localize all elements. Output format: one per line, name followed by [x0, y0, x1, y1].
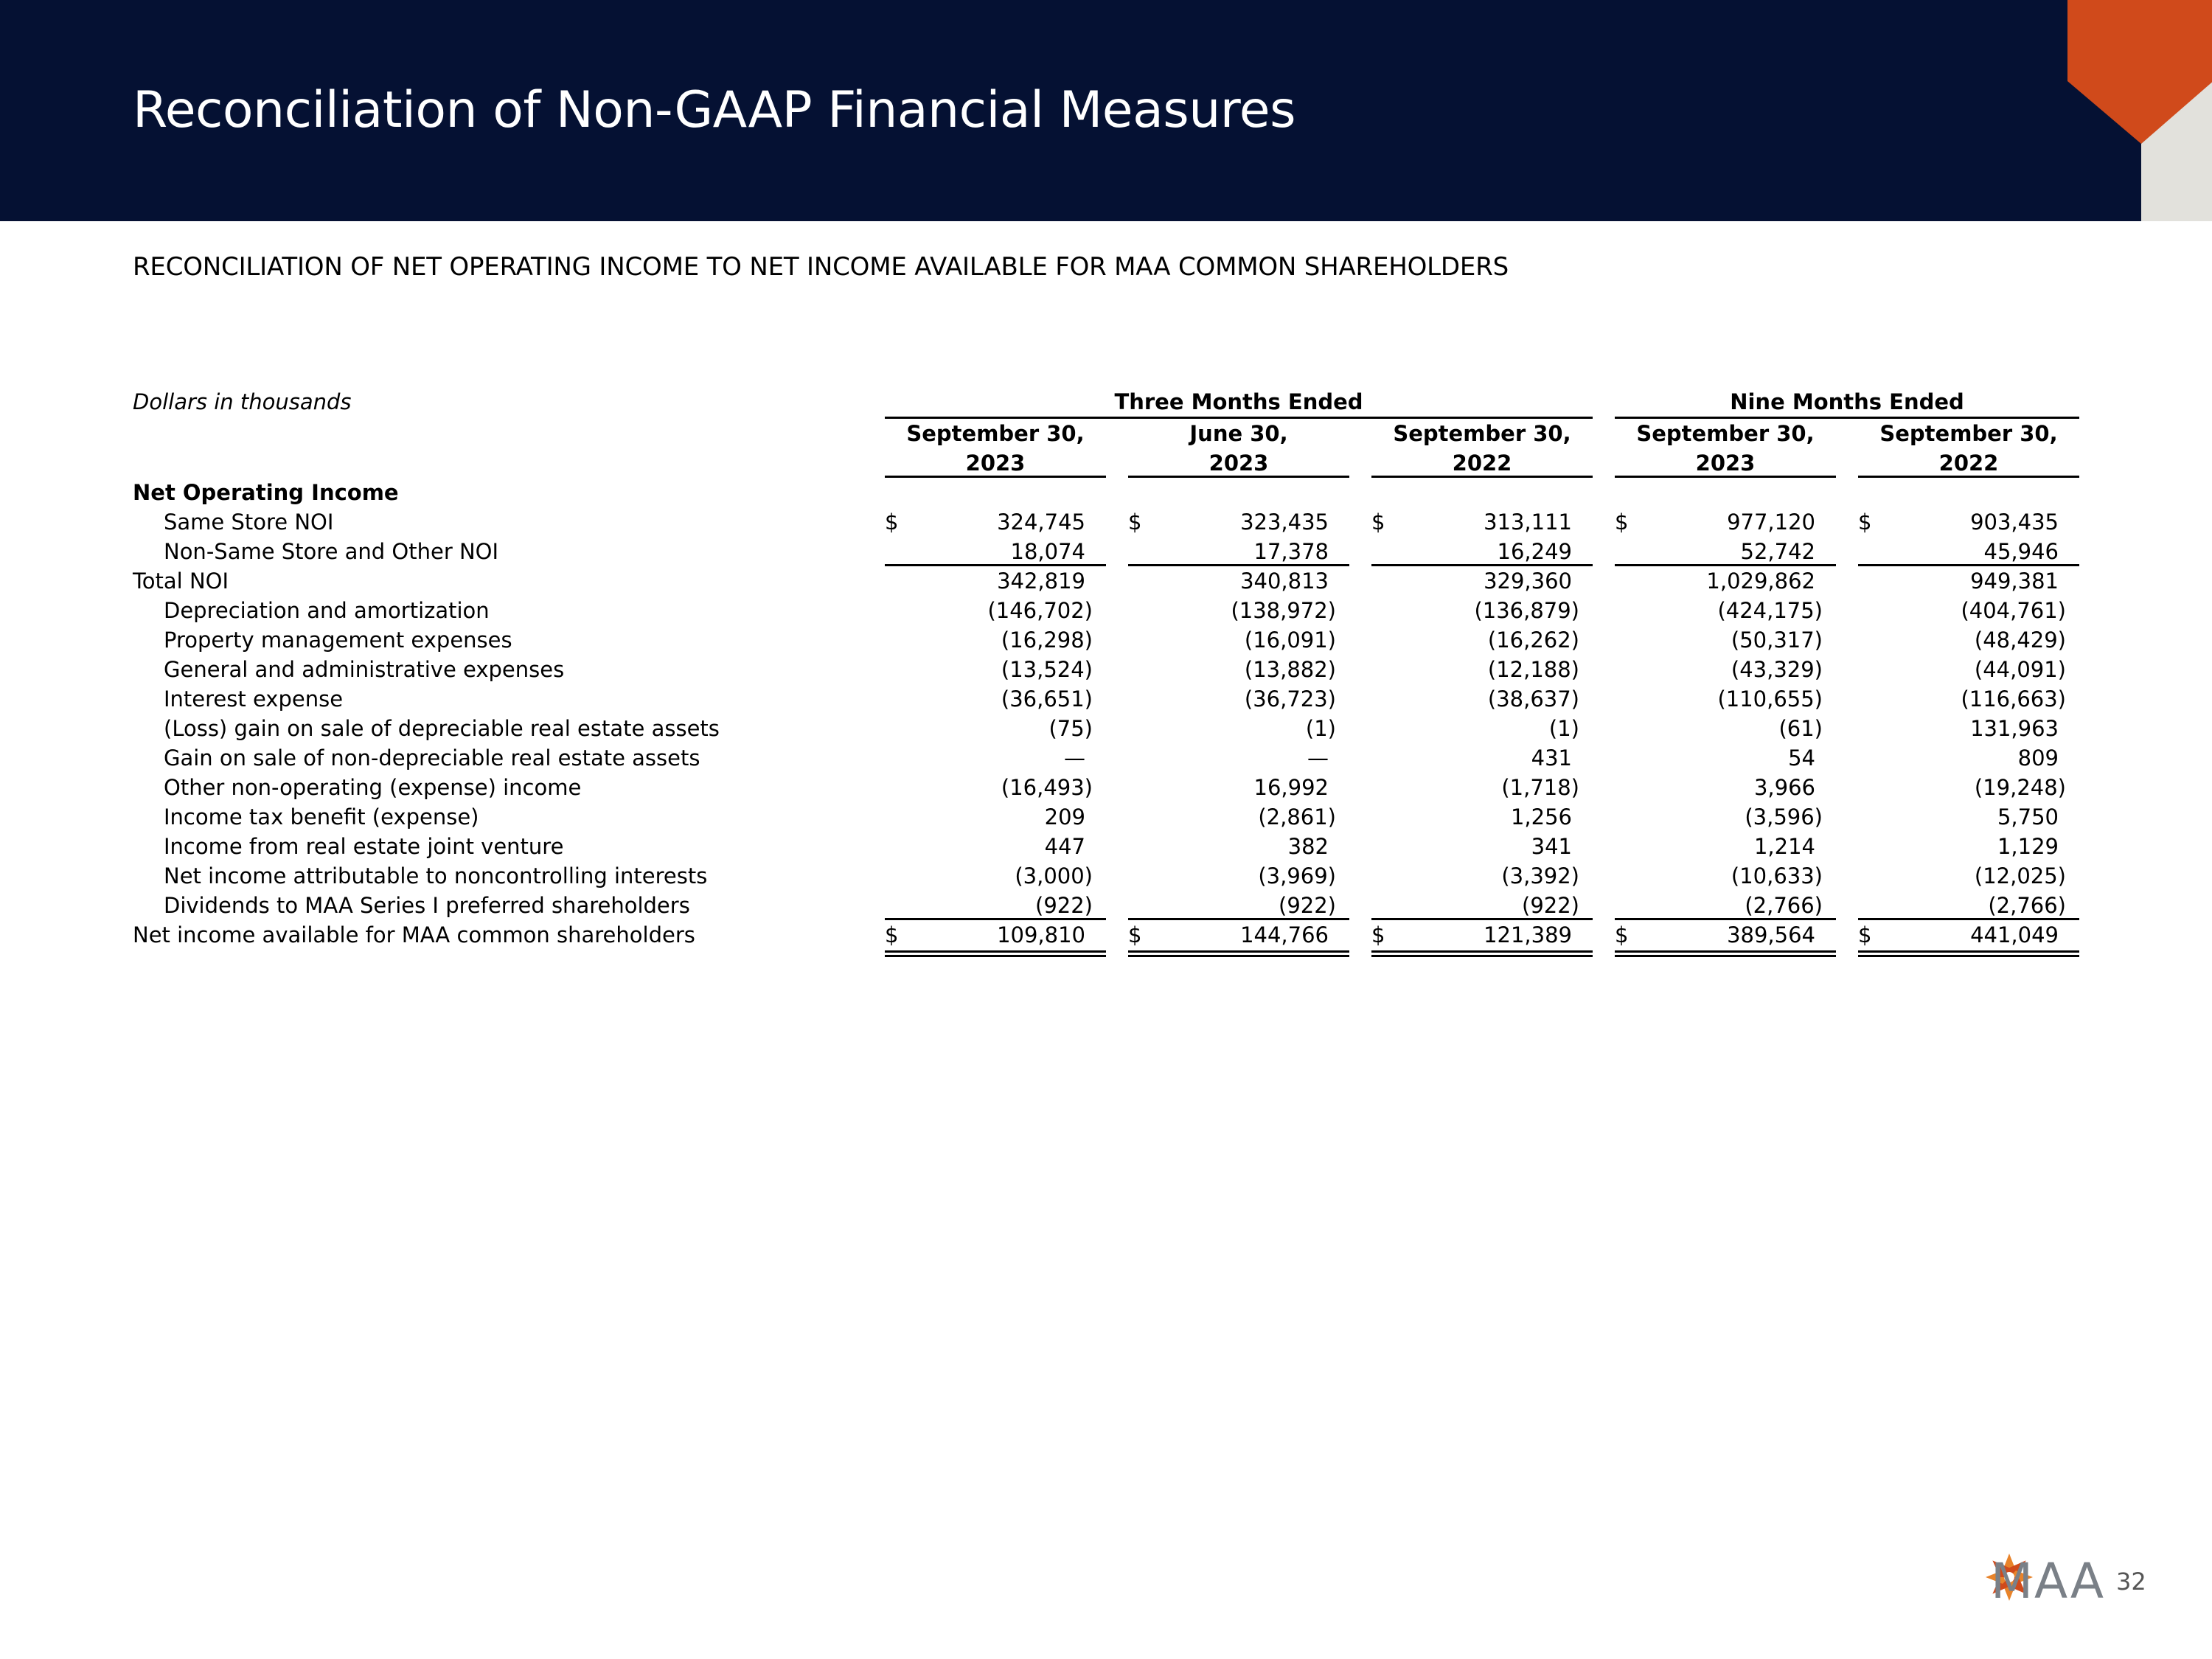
value-cell: [1858, 861, 2079, 891]
row-label: Dividends to MAA Series I preferred shareholders: [164, 893, 690, 918]
value-cell: [1371, 743, 1593, 773]
value-cell: [1128, 891, 1349, 920]
table-row: [0, 832, 2212, 861]
cell-value: 441,049: [1970, 922, 2059, 947]
cell-value: (3,596): [1745, 804, 1823, 830]
cell-value: (146,702): [987, 598, 1093, 623]
cell-value: 447: [1044, 834, 1085, 859]
cell-value: (36,651): [1001, 686, 1093, 712]
cell-value: —: [1064, 745, 1085, 771]
cell-value: 16,249: [1497, 539, 1572, 564]
cell-value: (922): [1035, 893, 1093, 918]
value-cell: [1858, 625, 2079, 655]
value-cell: [1858, 832, 2079, 861]
value-cell: [1128, 861, 1349, 891]
currency-symbol: $: [1615, 922, 1629, 947]
cell-value: (1): [1548, 716, 1579, 741]
cell-value: 121,389: [1484, 922, 1572, 947]
table-body: [0, 478, 2212, 950]
currency-symbol: $: [885, 922, 899, 947]
cell-value: (2,861): [1258, 804, 1336, 830]
cell-value: (12,188): [1487, 657, 1579, 682]
row-label: Total NOI: [133, 568, 229, 594]
cell-value: 329,360: [1484, 568, 1572, 594]
cell-value: (116,663): [1961, 686, 2066, 712]
cell-value: 54: [1788, 745, 1815, 771]
currency-symbol: $: [1128, 922, 1142, 947]
total-double-rule: [1615, 950, 1836, 953]
cell-value: 809: [2017, 745, 2059, 771]
column-header: September 30, 2023: [1615, 419, 1836, 478]
cell-value: 977,120: [1727, 509, 1815, 535]
page-title: Reconciliation of Non-GAAP Financial Measures: [133, 81, 1296, 139]
value-cell: [1858, 773, 2079, 802]
total-double-rule: [1128, 950, 1349, 953]
value-cell: [1858, 596, 2079, 625]
value-cell: [1128, 832, 1349, 861]
currency-symbol: $: [1371, 922, 1385, 947]
header-banner: [0, 0, 2212, 221]
cell-value: (16,493): [1001, 775, 1093, 800]
cell-value: (43,329): [1731, 657, 1823, 682]
cell-value: 341: [1531, 834, 1572, 859]
table-row: [0, 537, 2212, 566]
table-row: [0, 773, 2212, 802]
cell-value: (922): [1279, 893, 1336, 918]
row-label: (Loss) gain on sale of depreciable real estate assets: [164, 716, 720, 741]
value-cell: [1858, 655, 2079, 684]
value-cell: [1615, 920, 1836, 950]
currency-symbol: $: [1615, 509, 1629, 535]
unit-note: Dollars in thousands: [133, 389, 352, 414]
value-cell: [1615, 537, 1836, 566]
cell-value: (10,633): [1731, 863, 1823, 888]
column-header: September 30, 2022: [1371, 419, 1593, 478]
currency-symbol: $: [1858, 922, 1872, 947]
value-cell: [1371, 596, 1593, 625]
cell-value: 209: [1044, 804, 1085, 830]
cell-value: 903,435: [1970, 509, 2059, 535]
total-double-rule: [1615, 955, 1836, 957]
page-number: 32: [2116, 1568, 2146, 1596]
column-header: September 30, 2022: [1858, 419, 2079, 478]
cell-value: 1,256: [1510, 804, 1572, 830]
cell-value: 340,813: [1240, 568, 1329, 594]
value-cell: [1128, 596, 1349, 625]
value-cell: [1128, 507, 1349, 537]
table-row: [0, 655, 2212, 684]
row-label: Net income available for MAA common shareholders: [133, 922, 695, 947]
value-cell: [1615, 891, 1836, 920]
row-label: Same Store NOI: [164, 509, 334, 535]
value-cell: [1128, 714, 1349, 743]
total-double-rule: [885, 950, 1106, 953]
value-cell: [1371, 714, 1593, 743]
total-double-rule: [1371, 950, 1593, 953]
table-row: [0, 743, 2212, 773]
cell-value: (12,025): [1974, 863, 2066, 888]
table-row: [0, 596, 2212, 625]
table-row: [0, 566, 2212, 596]
value-cell: [1371, 920, 1593, 950]
cell-value: (1,718): [1501, 775, 1579, 800]
value-cell: [1858, 566, 2079, 596]
currency-symbol: $: [885, 509, 899, 535]
value-cell: [1615, 625, 1836, 655]
cell-value: (404,761): [1961, 598, 2066, 623]
cell-value: 18,074: [1010, 539, 1085, 564]
table-row: [0, 802, 2212, 832]
value-cell: [1615, 802, 1836, 832]
cell-value: (3,969): [1258, 863, 1336, 888]
value-cell: [1371, 832, 1593, 861]
value-cell: [885, 891, 1106, 920]
value-cell: [1615, 684, 1836, 714]
value-cell: [1371, 802, 1593, 832]
cell-value: 5,750: [1997, 804, 2059, 830]
cell-value: (38,637): [1487, 686, 1579, 712]
cell-value: 131,963: [1970, 716, 2059, 741]
value-cell: [1128, 537, 1349, 566]
column-header: June 30, 2023: [1128, 419, 1349, 478]
group-header-three-months: Three Months Ended: [885, 389, 1593, 419]
value-cell: [1615, 743, 1836, 773]
value-cell: [1128, 655, 1349, 684]
value-cell: [885, 714, 1106, 743]
value-cell: [1858, 920, 2079, 950]
cell-value: 1,129: [1997, 834, 2059, 859]
value-cell: [885, 861, 1106, 891]
value-cell: [1371, 684, 1593, 714]
row-label: Income from real estate joint venture: [164, 834, 564, 859]
value-cell: [1858, 537, 2079, 566]
currency-symbol: $: [1128, 509, 1142, 535]
value-cell: [1615, 507, 1836, 537]
value-cell: [885, 920, 1106, 950]
cell-value: 52,742: [1740, 539, 1815, 564]
value-cell: [885, 507, 1106, 537]
total-double-rule: [1128, 955, 1349, 957]
value-cell: [1858, 891, 2079, 920]
value-cell: [1371, 537, 1593, 566]
value-cell: [1371, 773, 1593, 802]
cell-value: 324,745: [997, 509, 1085, 535]
cell-value: (16,091): [1244, 627, 1336, 653]
cell-value: (16,262): [1487, 627, 1579, 653]
value-cell: [1858, 714, 2079, 743]
cell-value: 1,214: [1753, 834, 1815, 859]
value-cell: [1128, 684, 1349, 714]
table-row: [0, 861, 2212, 891]
value-cell: [885, 655, 1106, 684]
value-cell: [1128, 566, 1349, 596]
value-cell: [885, 596, 1106, 625]
value-cell: [1615, 596, 1836, 625]
cell-value: (136,879): [1474, 598, 1579, 623]
cell-value: 382: [1287, 834, 1329, 859]
logo-text: MAA: [1991, 1553, 2106, 1610]
row-label: Depreciation and amortization: [164, 598, 490, 623]
value-cell: [1615, 773, 1836, 802]
table-row: [0, 684, 2212, 714]
table-row: [0, 891, 2212, 920]
row-label: Net Operating Income: [133, 480, 399, 505]
total-double-rule: [1858, 955, 2079, 957]
cell-value: 323,435: [1240, 509, 1329, 535]
value-cell: [1858, 743, 2079, 773]
row-label: Non-Same Store and Other NOI: [164, 539, 499, 564]
cell-value: 949,381: [1970, 568, 2059, 594]
cell-value: (424,175): [1717, 598, 1823, 623]
cell-value: (75): [1048, 716, 1093, 741]
value-cell: [1615, 861, 1836, 891]
currency-symbol: $: [1371, 509, 1385, 535]
group-header-nine-months: Nine Months Ended: [1615, 389, 2079, 419]
currency-symbol: $: [1858, 509, 1872, 535]
value-cell: [1371, 566, 1593, 596]
cell-value: (36,723): [1244, 686, 1336, 712]
cell-value: (110,655): [1717, 686, 1823, 712]
cell-value: 3,966: [1753, 775, 1815, 800]
value-cell: [1858, 684, 2079, 714]
value-cell: [885, 537, 1106, 566]
value-cell: [1858, 507, 2079, 537]
cell-value: (2,766): [1745, 893, 1823, 918]
row-label: General and administrative expenses: [164, 657, 565, 682]
table-row: [0, 920, 2212, 950]
cell-value: (48,429): [1974, 627, 2066, 653]
cell-value: (3,000): [1015, 863, 1093, 888]
value-cell: [1371, 507, 1593, 537]
total-double-rule: [885, 955, 1106, 957]
table-row: [0, 714, 2212, 743]
value-cell: [1858, 802, 2079, 832]
row-label: Property management expenses: [164, 627, 512, 653]
cell-value: (138,972): [1231, 598, 1336, 623]
cell-value: 313,111: [1484, 509, 1572, 535]
value-cell: [885, 743, 1106, 773]
value-cell: [1615, 566, 1836, 596]
value-cell: [1128, 773, 1349, 802]
cell-value: 109,810: [997, 922, 1085, 947]
value-cell: [1371, 861, 1593, 891]
cell-value: 342,819: [997, 568, 1085, 594]
section-title: RECONCILIATION OF NET OPERATING INCOME TO NET INCOME AVAILABLE FOR MAA COMMON SHAREHOLDERS: [133, 252, 1509, 282]
cell-value: 45,946: [1983, 539, 2059, 564]
value-cell: [1615, 655, 1836, 684]
cell-value: (61): [1778, 716, 1823, 741]
row-label: Gain on sale of non-depreciable real estate assets: [164, 745, 700, 771]
cell-value: 144,766: [1240, 922, 1329, 947]
cell-value: 431: [1531, 745, 1572, 771]
value-cell: [1371, 891, 1593, 920]
cell-value: (44,091): [1974, 657, 2066, 682]
cell-value: 16,992: [1253, 775, 1329, 800]
value-cell: [1128, 743, 1349, 773]
value-cell: [1371, 655, 1593, 684]
cell-value: 1,029,862: [1706, 568, 1815, 594]
cell-value: (19,248): [1974, 775, 2066, 800]
row-label: Income tax benefit (expense): [164, 804, 479, 830]
value-cell: [885, 832, 1106, 861]
cell-value: (13,882): [1244, 657, 1336, 682]
value-cell: [1371, 625, 1593, 655]
cell-value: (2,766): [1988, 893, 2066, 918]
cell-value: 389,564: [1727, 922, 1815, 947]
column-header: September 30, 2023: [885, 419, 1106, 478]
cell-value: (1): [1305, 716, 1336, 741]
value-cell: [885, 625, 1106, 655]
row-label: Other non-operating (expense) income: [164, 775, 582, 800]
cell-value: (16,298): [1001, 627, 1093, 653]
cell-value: (50,317): [1731, 627, 1823, 653]
table-row: [0, 507, 2212, 537]
total-double-rule: [1858, 950, 2079, 953]
value-cell: [1128, 625, 1349, 655]
row-label: Interest expense: [164, 686, 344, 712]
row-label: Net income attributable to noncontrolling interests: [164, 863, 708, 888]
value-cell: [885, 773, 1106, 802]
total-double-rule: [1371, 955, 1593, 957]
cell-value: (13,524): [1001, 657, 1093, 682]
value-cell: [1615, 714, 1836, 743]
cell-value: (922): [1522, 893, 1579, 918]
value-cell: [885, 802, 1106, 832]
table-row: [0, 625, 2212, 655]
brand-corner-graphic: [1991, 0, 2212, 221]
value-cell: [1128, 920, 1349, 950]
cell-value: (3,392): [1501, 863, 1579, 888]
cell-value: —: [1307, 745, 1329, 771]
value-cell: [1615, 832, 1836, 861]
value-cell: [885, 684, 1106, 714]
table-row: [0, 478, 2212, 507]
value-cell: [885, 566, 1106, 596]
value-cell: [1128, 802, 1349, 832]
cell-value: 17,378: [1253, 539, 1329, 564]
